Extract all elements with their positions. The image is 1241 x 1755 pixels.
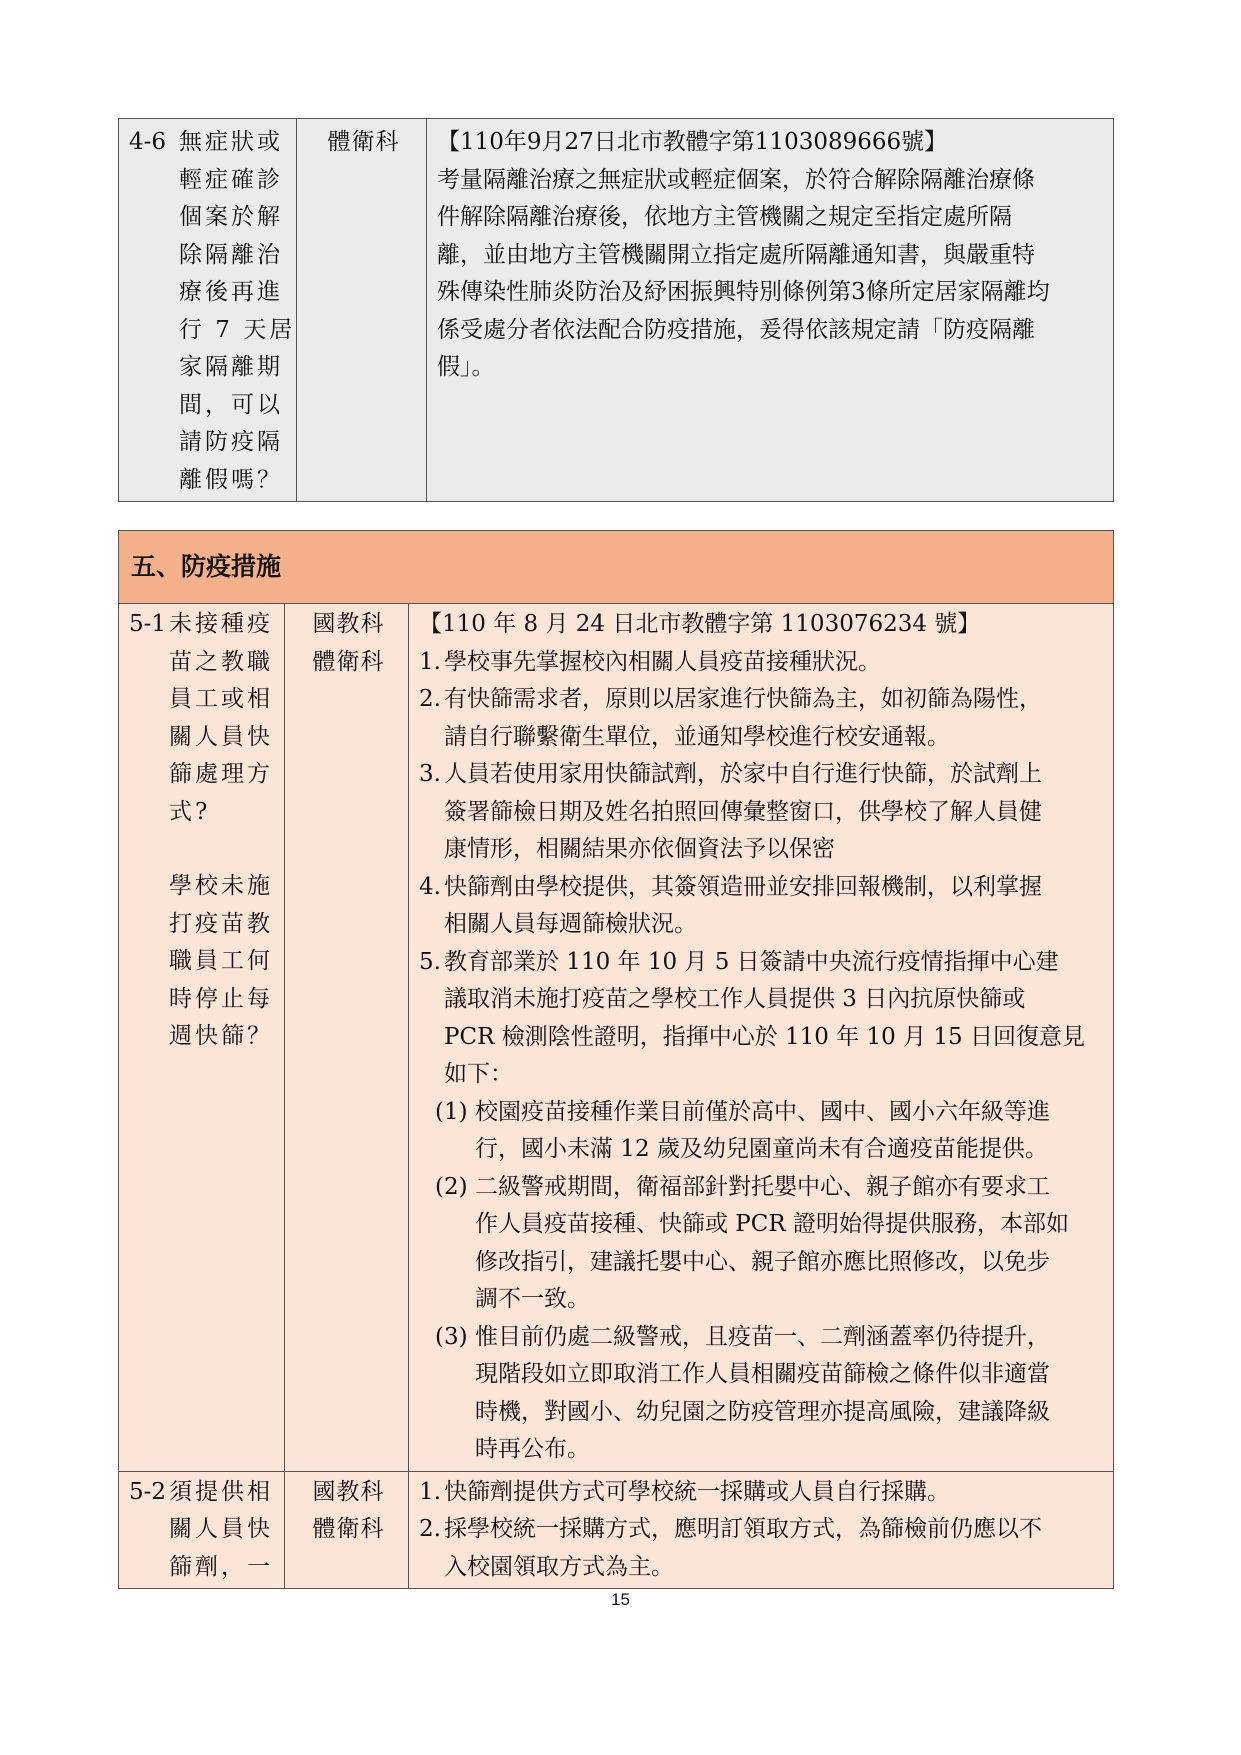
- faq-row-5-2: [119, 1471, 1114, 1589]
- answer-item: [419, 644, 1107, 682]
- department-cell: [285, 604, 409, 1472]
- sub-item-number: (2): [435, 1173, 468, 1200]
- question-cell: [119, 1471, 285, 1589]
- answer-line: 教育部業於 110 年 10 月 5 日簽請中央流行疫情指揮中心建: [444, 948, 1059, 975]
- question-line: 療後再進: [179, 279, 283, 305]
- question-line: 時停止每: [169, 985, 273, 1012]
- answer-item: [419, 869, 1107, 944]
- item-number: 4.: [419, 873, 441, 900]
- question-line: 間，可以: [179, 391, 283, 418]
- answer-line: 校園疫苗接種作業目前僅於高中、國中、國小六年級等進: [475, 1098, 1050, 1125]
- answer-cell: [409, 1471, 1114, 1589]
- question-line: 關人員快: [169, 723, 273, 750]
- question-line: 未接種疫: [169, 611, 273, 637]
- document-reference: 【110 年 8 月 24 日北市教體字第 1103076234 號】: [419, 611, 981, 637]
- item-number: 3.: [419, 761, 441, 787]
- question-line: 週快篩？: [169, 1023, 273, 1049]
- item-number: 2.: [419, 1516, 441, 1542]
- answer-line: 二級警戒期間，衛福部針對托嬰中心、親子館亦有要求工: [475, 1173, 1050, 1200]
- answer-item: [419, 1511, 1107, 1586]
- question-number: 5-2: [129, 1478, 167, 1505]
- sub-item-number: (3): [435, 1323, 468, 1350]
- answer-cell: [409, 604, 1114, 1472]
- faq-table-4-6: [118, 118, 1114, 502]
- answer-line: 採學校統一採購方式，應明訂領取方式，為篩檢前仍應以不: [444, 1516, 1042, 1542]
- item-number: 5.: [419, 948, 441, 975]
- answer-line: 件解除隔離治療後，依地方主管機關之規定至指定處所隔: [437, 204, 1012, 230]
- answer-line: 入校園領取方式為主。: [444, 1553, 674, 1580]
- question-line: 離假嗎？: [179, 466, 283, 493]
- answer-line: 如下：: [444, 1061, 513, 1087]
- question-line: 除隔離治: [179, 241, 283, 268]
- question-line: 篩處理方: [169, 761, 273, 787]
- answer-line: 請自行聯繫衛生單位，並通知學校進行校安通報。: [444, 723, 950, 750]
- question-cell: [119, 604, 285, 1472]
- answer-line: 議取消未施打疫苗之學校工作人員提供 3 日內抗原快篩或: [444, 986, 1026, 1012]
- document-reference: 【110年9月27日北市教體字第1103089666號】: [437, 129, 948, 155]
- answer-item: [419, 756, 1107, 869]
- page-number: 15: [611, 1590, 630, 1609]
- question-line: 行 7 天居: [179, 316, 296, 343]
- answer-line: 時再公布。: [475, 1436, 590, 1462]
- faq-row-5-1: [119, 604, 1114, 1472]
- answer-line: 學校事先掌握校內相關人員疫苗接種狀況。: [444, 648, 881, 675]
- answer-line: PCR 檢測陰性證明，指揮中心於 110 年 10 月 15 日回復意見: [444, 1023, 1086, 1050]
- answer-cell: [427, 119, 1114, 502]
- answer-line: 現階段如立即取消工作人員相關疫苗篩檢之條件似非適當: [475, 1361, 1050, 1387]
- answer-line: 快篩劑提供方式可學校統一採購或人員自行採購。: [444, 1478, 950, 1505]
- answer-sub-item: [419, 1094, 1107, 1169]
- question-number: 5-1: [129, 611, 167, 637]
- department-name: 體衛科: [312, 1516, 385, 1542]
- answer-line: 行，國小未滿 12 歲及幼兒園童尚未有合適疫苗能提供。: [475, 1136, 1048, 1162]
- answer-line: 相關人員每週篩檢狀況。: [444, 911, 697, 937]
- answer-sub-item: [419, 1319, 1107, 1469]
- question-line: 苗之教職: [169, 648, 273, 675]
- question-line: 式?: [169, 798, 211, 825]
- answer-line: 簽署篩檢日期及姓名拍照回傳彙整窗口，供學校了解人員健: [444, 798, 1042, 825]
- answer-line: 時機，對國小、幼兒園之防疫管理亦提高風險，建議降級: [475, 1398, 1050, 1425]
- faq-table-section-5: [118, 530, 1114, 1589]
- answer-item: [419, 944, 1107, 1094]
- answer-line: 修改指引，建議托嬰中心、親子館亦應比照修改，以免步: [475, 1248, 1050, 1275]
- section-heading: 五、防疫措施: [119, 531, 1114, 604]
- answer-item: [419, 1474, 1107, 1512]
- answer-line: 康情形，相關結果亦依個資法予以保密: [444, 836, 835, 862]
- answer-item: [419, 681, 1107, 756]
- answer-sub-item: [419, 1169, 1107, 1319]
- question-line: 個案於解: [179, 204, 283, 230]
- question-line: 輕症確診: [179, 166, 283, 193]
- question-line: 請防疫隔: [179, 429, 283, 455]
- item-number: 1.: [419, 1478, 441, 1505]
- answer-line: 調不一致。: [475, 1286, 590, 1312]
- answer-line: 考量隔離治療之無症狀或輕症個案，於符合解除隔離治療條: [437, 166, 1035, 193]
- question-line: 職員工何: [169, 948, 273, 974]
- question-line: 須提供相: [169, 1478, 273, 1505]
- department-name: 國教科: [312, 611, 385, 637]
- answer-line: 離，並由地方主管機關開立指定處所隔離通知書，與嚴重特: [437, 241, 1035, 268]
- item-number: 2.: [419, 686, 441, 712]
- department-cell: [297, 119, 427, 502]
- question-cell: [119, 119, 297, 502]
- answer-line: 快篩劑由學校提供，其簽領造冊並安排回報機制，以利掌握: [444, 873, 1042, 900]
- item-number: 1.: [419, 648, 441, 675]
- answer-line: 人員若使用家用快篩試劑，於家中自行進行快篩，於試劑上: [444, 761, 1042, 787]
- department-name: 體衛科: [312, 648, 385, 675]
- question-line: 篩劑，一: [169, 1553, 273, 1580]
- question-number: 4-6: [129, 129, 167, 155]
- question-line: 家隔離期: [179, 354, 283, 380]
- question-line: 無症狀或: [179, 129, 283, 155]
- question-line: 學校未施: [169, 873, 273, 899]
- question-line: 關人員快: [169, 1516, 273, 1542]
- department-cell: [285, 1471, 409, 1589]
- answer-line: 惟目前仍處二級警戒，且疫苗一、二劑涵蓋率仍待提升，: [475, 1323, 1050, 1350]
- answer-line: 作人員疫苗接種、快篩或 PCR 證明始得提供服務，本部如: [475, 1211, 1070, 1237]
- answer-line: 假」。: [437, 354, 495, 380]
- answer-line: 有快篩需求者，原則以居家進行快篩為主，如初篩為陽性，: [444, 686, 1042, 712]
- answer-line: 係受處分者依法配合防疫措施，爰得依該規定請「防疫隔離: [437, 316, 1035, 343]
- faq-row-4-6: [119, 119, 1114, 502]
- department-name: 體衛科: [327, 129, 400, 155]
- question-line: 打疫苗教: [169, 910, 273, 937]
- sub-item-number: (1): [435, 1098, 468, 1125]
- section-header-row: [119, 531, 1114, 604]
- question-line: 員工或相: [169, 686, 273, 712]
- department-name: 國教科: [312, 1478, 385, 1505]
- answer-line: 殊傳染性肺炎防治及紓困振興特別條例第3條所定居家隔離均: [437, 279, 1050, 305]
